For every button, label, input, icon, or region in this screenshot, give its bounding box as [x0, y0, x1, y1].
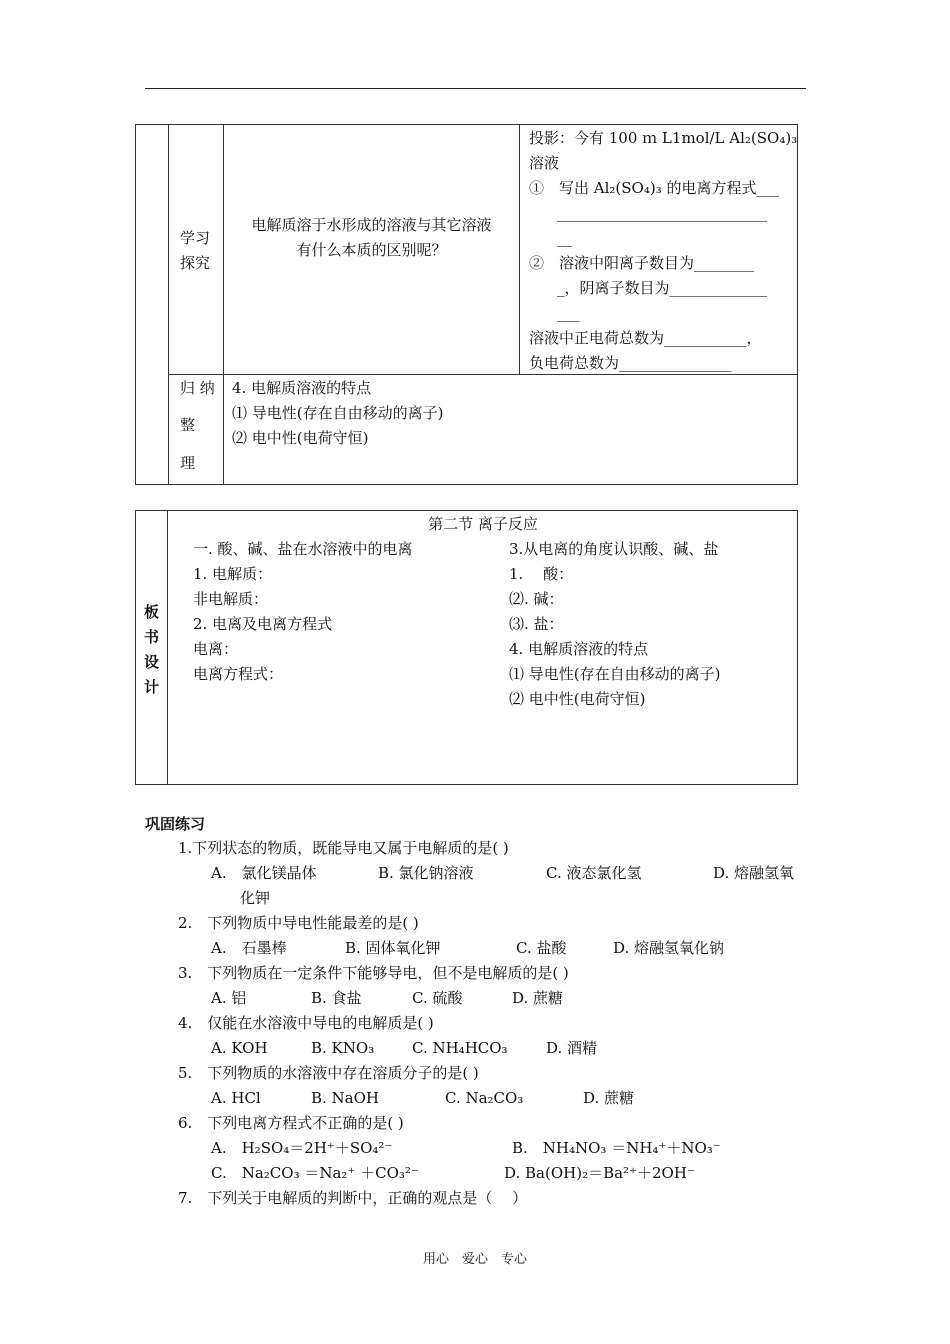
q5-option-d: D. 蔗糖: [583, 1089, 635, 1107]
board-right-5: 4. 电解质溶液的特点: [509, 640, 649, 658]
exercises-heading: 巩固练习: [145, 815, 206, 833]
q5-option-c: C. Na₂CO₃: [445, 1089, 524, 1107]
table-divider: [168, 374, 798, 375]
label-summary-1: 归 纳: [180, 379, 215, 397]
board-right-6: ⑴ 导电性(存在自由移动的离子): [509, 665, 721, 683]
q6-option-a: A. H₂SO₄＝2H⁺＋SO₄²⁻: [211, 1139, 393, 1157]
board-right-7: ⑵ 电中性(电荷守恒): [509, 690, 646, 708]
q1-option-d: D. 熔融氢氧: [713, 864, 795, 882]
q4-option-a: A. KOH: [211, 1039, 268, 1057]
summary-line-3: ⑵ 电中性(电荷守恒): [232, 429, 369, 447]
header-rule: [145, 88, 806, 89]
q5-stem: 5. 下列物质的水溶液中存在溶质分子的是( ): [178, 1064, 479, 1082]
board-right-1: 3.从电离的角度认识酸、碱、盐: [509, 540, 719, 558]
q3-stem: 3. 下列物质在一定条件下能够导电，但不是电解质的是( ): [178, 964, 569, 982]
projection-line-3: ① 写出 Al₂(SO₄)₃ 的电离方程式___: [529, 179, 779, 197]
table-divider: [519, 124, 520, 375]
q2-option-a: A. 石墨棒: [211, 939, 287, 957]
board-left-1: 一. 酸、碱、盐在水溶液中的电离: [193, 540, 413, 558]
board-right-3: ⑵. 碱：: [509, 590, 564, 608]
q2-option-c: C. 盐酸: [516, 939, 567, 957]
projection-line-1: 投影：今有 100 ｍ L1mol/L Al₂(SO₄)₃: [529, 129, 798, 147]
table-divider: [168, 124, 169, 485]
q2-stem: 2. 下列物质中导电性能最差的是( ): [178, 914, 419, 932]
label-summary-2: 整: [180, 416, 196, 434]
q2-option-b: B. 固体氧化钾: [345, 939, 441, 957]
q1-option-b: B. 氯化钠溶液: [378, 864, 474, 882]
q1-option-a: A. 氯化镁晶体: [211, 864, 317, 882]
page-footer: 用心 爱心 专心: [422, 1252, 527, 1267]
summary-line-2: ⑴ 导电性(存在自由移动的离子): [232, 404, 444, 422]
q4-stem: 4. 仅能在水溶液中导电的电解质是( ): [178, 1014, 434, 1032]
q3-option-a: A. 铝: [211, 989, 247, 1007]
q1-option-d-cont: 化钾: [240, 889, 271, 907]
q6-option-d: D. Ba(OH)₂＝Ba²⁺＋2OH⁻: [504, 1164, 695, 1182]
projection-line-10: 负电荷总数为_______________: [529, 354, 732, 372]
q3-option-b: B. 食盐: [311, 989, 362, 1007]
label-study-explore-1: 学习: [180, 229, 211, 247]
q4-option-b: B. KNO₃: [311, 1039, 375, 1057]
side-label-3: 设: [144, 653, 160, 671]
table-divider: [167, 510, 168, 785]
summary-line-1: 4. 电解质溶液的特点: [232, 379, 372, 397]
question-line-2: 有什么本质的区别呢？: [296, 241, 447, 259]
q6-stem: 6. 下列电离方程式不正确的是( ): [178, 1114, 404, 1132]
side-label-4: 计: [144, 678, 160, 696]
q5-option-b: B. NaOH: [311, 1089, 380, 1107]
projection-line-8: ___: [557, 304, 580, 322]
q5-option-a: A. HCl: [211, 1089, 261, 1107]
projection-line-9: 溶液中正电荷总数为___________，: [529, 329, 762, 347]
q6-option-b: B. NH₄NO₃ ＝NH₄⁺＋NO₃⁻: [512, 1139, 721, 1157]
q1-stem: 1.下列状态的物质，既能导电又属于电解质的是( ): [178, 839, 509, 857]
side-label-1: 板: [144, 603, 160, 621]
table-divider: [223, 124, 224, 485]
q3-option-d: D. 蔗糖: [512, 989, 564, 1007]
q1-option-c: C. 液态氯化氢: [546, 864, 642, 882]
projection-line-5: __: [557, 229, 572, 247]
q7-stem: 7. 下列关于电解质的判断中，正确的观点是（ ）: [178, 1189, 528, 1207]
side-label-2: 书: [144, 628, 160, 646]
board-title: 第二节 离子反应: [428, 515, 538, 533]
q4-option-c: C. NH₄HCO₃: [412, 1039, 508, 1057]
board-right-4: ⑶. 盐：: [509, 615, 564, 633]
q3-option-c: C. 硫酸: [412, 989, 463, 1007]
label-summary-3: 理: [180, 454, 196, 472]
board-left-2: 1. 电解质：: [193, 565, 273, 583]
q4-option-d: D. 酒精: [546, 1039, 598, 1057]
board-right-2: 1. 酸：: [509, 565, 574, 583]
projection-line-7: _，阴离子数目为_____________: [557, 279, 768, 297]
board-left-5: 电离：: [193, 640, 239, 658]
projection-line-6: ② 溶液中阳离子数目为________: [529, 254, 755, 272]
label-study-explore-2: 探究: [180, 254, 211, 272]
board-left-6: 电离方程式：: [193, 665, 284, 683]
q2-option-d: D. 熔融氢氧化钠: [613, 939, 725, 957]
board-left-4: 2. 电离及电离方程式: [193, 615, 333, 633]
board-left-3: 非电解质：: [193, 590, 269, 608]
projection-line-4: ____________________________: [557, 204, 767, 222]
question-line-1: 电解质溶于水形成的溶液与其它溶液: [251, 216, 492, 234]
projection-line-2: 溶液: [529, 154, 560, 172]
q6-option-c: C. Na₂CO₃ ＝Na₂⁺ ＋CO₃²⁻: [211, 1164, 419, 1182]
